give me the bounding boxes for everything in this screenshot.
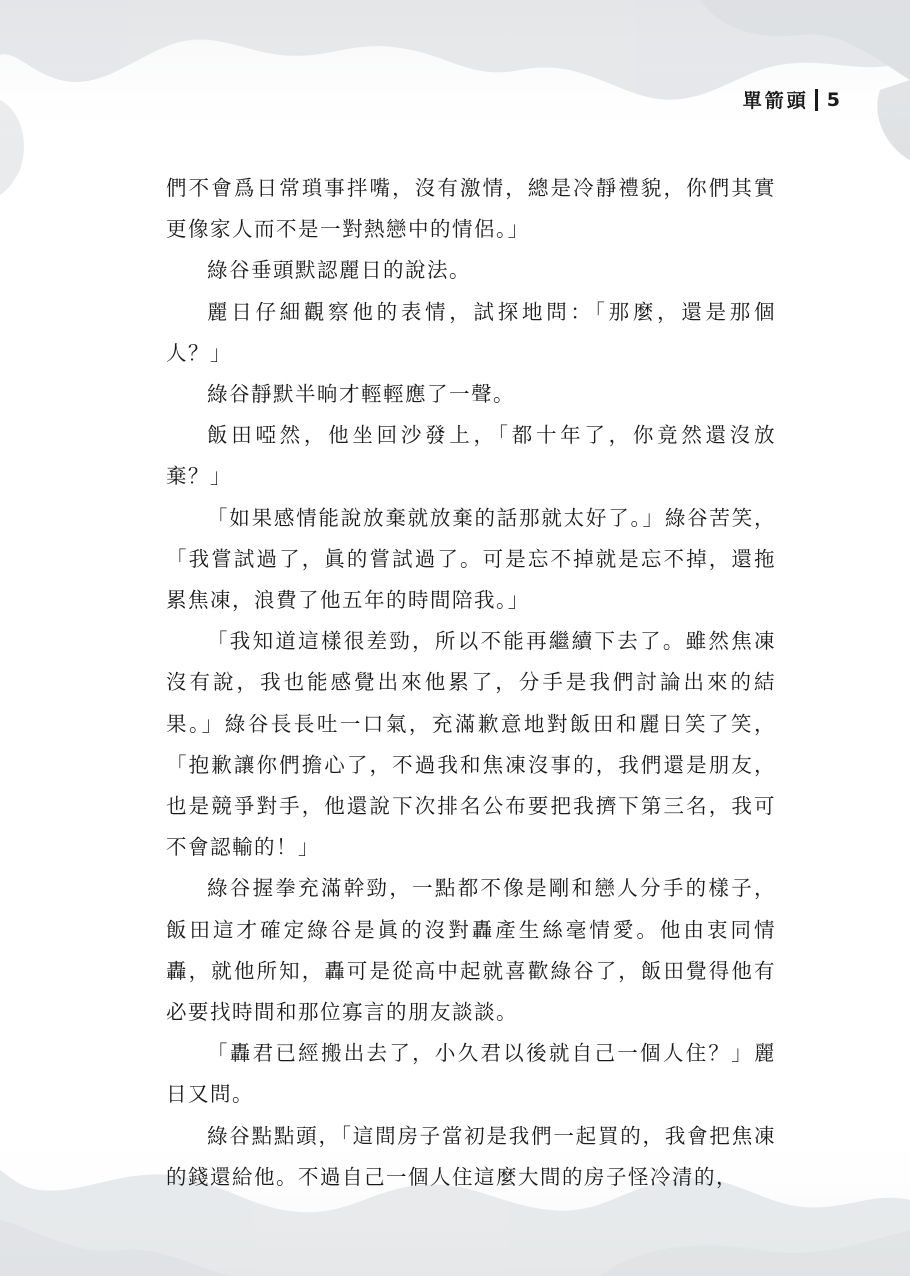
paragraph: 「我知道這樣很差勁，所以不能再繼續下去了。雖然焦凍沒有說，我也能感覺出來他累了，分手是我們討論出來的結果。」綠谷長長吐一口氣，充滿歉意地對飯田和麗日笑了笑，「抱歉讓你們擔心了，不過我和焦凍沒事的，我們還是朋友，也是競爭對手，他還說下次排名公布要把我擠下第三名，我可不會認輸的！」	[166, 629, 776, 860]
running-header	[743, 86, 840, 113]
paragraph: 「如果感情能說放棄就放棄的話那就太好了。」綠谷苦笑，「我嘗試過了，眞的嘗試過了。可是忘不掉就是忘不掉，還拖累焦凍，浪費了他五年的時間陪我。」	[166, 505, 776, 613]
header-separator	[815, 89, 818, 111]
paragraph: 綠谷握拳充滿幹勁，一點都不像是剛和戀人分手的樣子，飯田這才確定綠谷是眞的沒對轟產生絲毫情愛。他由衷同情轟，就他所知，轟可是從高中起就喜歡綠谷了，飯田覺得他有必要找時間和那位寡言的朋友談談。	[166, 876, 776, 1025]
book-title: 單箭頭	[742, 90, 809, 112]
paragraph: 麗日仔細觀察他的表情，試探地問：「那麼，還是那個人？」	[166, 299, 776, 365]
paragraph: 綠谷點點頭，「這間房子當初是我們一起買的，我會把焦凍的錢還給他。不過自己一個人住這麼大間的房子怪冷清的，	[166, 1123, 776, 1189]
body-text	[166, 168, 776, 1198]
paragraph: 飯田啞然，他坐回沙發上，「都十年了，你竟然還沒放棄？」	[166, 423, 776, 489]
paragraph: 綠谷靜默半晌才輕輕應了一聲。	[207, 382, 515, 407]
paragraph: 綠谷垂頭默認麗日的說法。	[207, 258, 471, 283]
paragraph: 們不會爲日常瑣事拌嘴，沒有激情，總是冷靜禮貌，你們其實更像家人而不是一對熱戀中的情侶。」	[166, 176, 776, 242]
page-number: 5	[826, 88, 840, 111]
paragraph: 「轟君已經搬出去了，小久君以後就自己一個人住？」麗日又問。	[166, 1041, 776, 1107]
